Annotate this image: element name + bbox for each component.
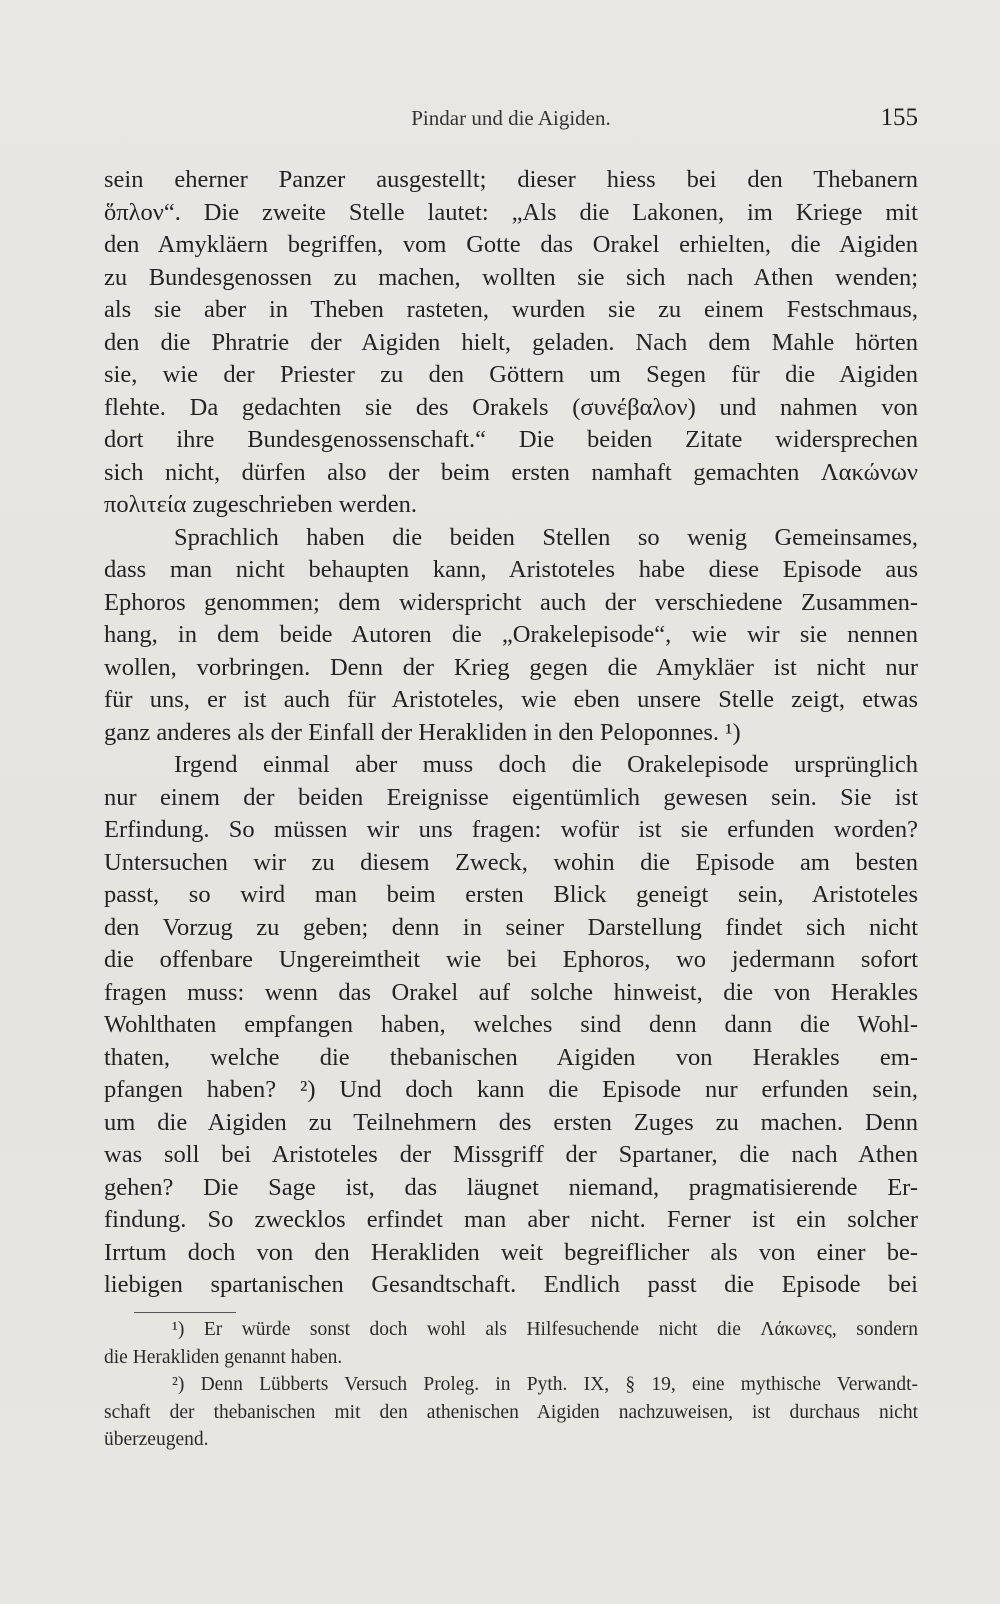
text-line: Irrtum doch von den Herakliden weit begreiflicher als von einer be- bbox=[104, 1238, 918, 1266]
body-text bbox=[104, 164, 918, 1302]
running-head bbox=[104, 106, 918, 136]
text-line: Wohlthaten empfangen haben, welches sind denn dann die Wohl- bbox=[104, 1011, 918, 1038]
text-line: Irgend einmal aber muss doch die Orakelepisode ursprünglich bbox=[174, 751, 918, 778]
text-line: was soll bei Aristoteles der Missgriff der Spartaner, die nach Athen bbox=[104, 1141, 918, 1168]
text-line: sich nicht, dürfen also der beim ersten namhaft gemachten Λακώνων bbox=[104, 458, 918, 486]
text-line: den die Phratrie der Aigiden hielt, geladen. Nach dem Mahle hörten bbox=[104, 328, 918, 356]
footnote-line: schaft der thebanischen mit den athenischen Aigiden nachzuweisen, ist durchaus nicht bbox=[104, 1401, 918, 1423]
text-line: hang, in dem beide Autoren die „Orakelepisode“, wie wir sie nennen bbox=[104, 621, 918, 648]
text-line: dass man nicht behaupten kann, Aristoteles habe diese Episode aus bbox=[104, 556, 918, 583]
text-line: πολιτεία zugeschrieben werden. bbox=[104, 491, 417, 518]
text-line: findung. So zwecklos erfindet man aber nicht. Ferner ist ein solcher bbox=[104, 1206, 918, 1233]
text-line: gehen? Die Sage ist, das läugnet niemand, pragmatisierende Er- bbox=[104, 1173, 918, 1201]
text-line: Sprachlich haben die beiden Stellen so wenig Gemeinsames, bbox=[174, 523, 918, 551]
text-line: den Amykläern begriffen, vom Gotte das Orakel erhielten, die Aigiden bbox=[104, 231, 918, 258]
text-line: sie, wie der Priester zu den Göttern um Segen für die Aigiden bbox=[104, 361, 918, 388]
text-line: nur einem der beiden Ereignisse eigentümlich gewesen sein. Sie ist bbox=[104, 783, 918, 811]
text-line: dort ihre Bundesgenossenschaft.“ Die beiden Zitate widersprechen bbox=[104, 426, 918, 453]
text-line: wollen, vorbringen. Denn der Krieg gegen die Amykläer ist nicht nur bbox=[104, 653, 918, 681]
text-line: für uns, er ist auch für Aristoteles, wie eben unsere Stelle zeigt, etwas bbox=[104, 686, 918, 713]
text-line: thaten, welche die thebanischen Aigiden von Herakles em- bbox=[104, 1043, 918, 1071]
footnote-line: ²) Denn Lübberts Versuch Proleg. in Pyth. IX, § 19, eine mythische Verwandt- bbox=[172, 1374, 918, 1395]
text-line: pfangen haben? ²) Und doch kann die Episode nur erfunden sein, bbox=[104, 1076, 918, 1103]
running-title: Pindar und die Aigiden. bbox=[411, 106, 611, 130]
footnote-divider bbox=[134, 1312, 236, 1313]
text-line: passt, so wird man beim ersten Blick geneigt sein, Aristoteles bbox=[104, 881, 918, 908]
text-line: fragen muss: wenn das Orakel auf solche hinweist, die von Herakles bbox=[104, 978, 918, 1006]
page-number: 155 bbox=[880, 104, 918, 131]
text-line: Erfindung. So müssen wir uns fragen: wofür ist sie erfunden worden? bbox=[104, 816, 918, 843]
text-line: die offenbare Ungereimtheit wie bei Ephoros, wo jedermann sofort bbox=[104, 946, 918, 973]
text-line: zu Bundesgenossen zu machen, wollten sie sich nach Athen wenden; bbox=[104, 263, 918, 291]
text-line: Untersuchen wir zu diesem Zweck, wohin die Episode am besten bbox=[104, 848, 918, 876]
footnote-line: ¹) Er würde sonst doch wohl als Hilfesuchende nicht die Λάκωνες, sondern bbox=[172, 1319, 918, 1340]
text-line: den Vorzug zu geben; denn in seiner Darstellung findet sich nicht bbox=[104, 913, 918, 941]
text-line: um die Aigiden zu Teilnehmern des ersten Zuges zu machen. Denn bbox=[104, 1108, 918, 1136]
text-line: ganz anderes als der Einfall der Herakliden in den Peloponnes. ¹) bbox=[104, 718, 741, 746]
text-line: Ephoros genommen; dem widerspricht auch der verschiedene Zusammen- bbox=[104, 588, 918, 616]
text-line: liebigen spartanischen Gesandtschaft. Endlich passt die Episode bei bbox=[104, 1271, 918, 1298]
text-line: ὅπλον“. Die zweite Stelle lautet: „Als die Lakonen, im Kriege mit bbox=[104, 198, 918, 226]
text-line: als sie aber in Theben rasteten, wurden sie zu einem Festschmaus, bbox=[104, 296, 918, 323]
footnote-line: die Herakliden genannt haben. bbox=[104, 1346, 343, 1368]
text-line: sein eherner Panzer ausgestellt; dieser hiess bei den Thebanern bbox=[104, 166, 918, 193]
text-line: flehte. Da gedachten sie des Orakels (συνέβαλον) und nahmen von bbox=[104, 393, 918, 421]
footnote-line: überzeugend. bbox=[104, 1429, 209, 1450]
footnotes bbox=[104, 1316, 918, 1454]
